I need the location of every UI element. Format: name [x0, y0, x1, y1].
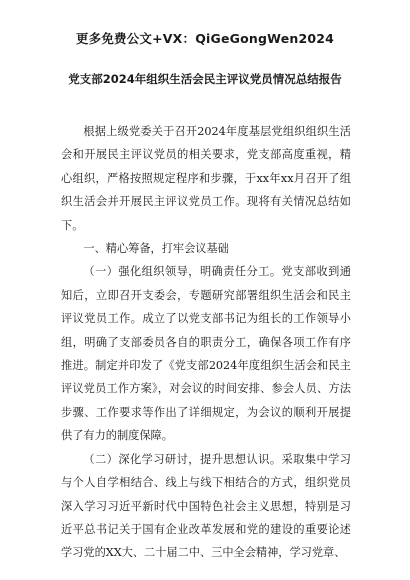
paragraph-item-1: （一）强化组织领导，明确责任分工。党支部收到通知后，立即召开支委会，专题研究部署组织生活会和民主评议党员工作。成立了以党支部书记为组长的工作领导小组，明确了支部委员各自的职责分工，确保各项工作有序推进。制定并印发了《党支部2024年度组织生活会和民主评议党员工作方案》，对会议的时间安排、参会人员、方法步骤、工作要求等作出了详细规定，为会议的顺利开展提供了有力的制度保障。 [61, 265, 351, 443]
paragraph-intro: 根据上级党委关于召开2024年度基层党组织组织生活会和开展民主评议党员的相关要求，党支部高度重视，精心组织，严格按照规定程序和步骤，于xx年xx月召开了组织生活会并开展民主评议党员工作。现将有关情况总结如下。 [61, 125, 351, 232]
section-heading: 一、精心筹备，打牢会议基础 [83, 242, 229, 256]
paragraph-item-2: （二）深化学习研讨，提升思想认识。采取集中学习与个人自学相结合、线上与线下相结合的方式，组织党员深入学习习近平新时代中国特色社会主义思想，特别是习近平总书记关于国有企业改革发展和党的建设的重要论述学习党的XX大、二十届二中、三中全会精神，学习党章、 [61, 452, 351, 560]
document-title: 党支部2024年组织生活会民主评议党员情况总结报告 [68, 72, 342, 86]
promo-header: 更多免费公文+VX：QiGeGongWen2024 [75, 31, 335, 46]
document-body [61, 120, 351, 565]
